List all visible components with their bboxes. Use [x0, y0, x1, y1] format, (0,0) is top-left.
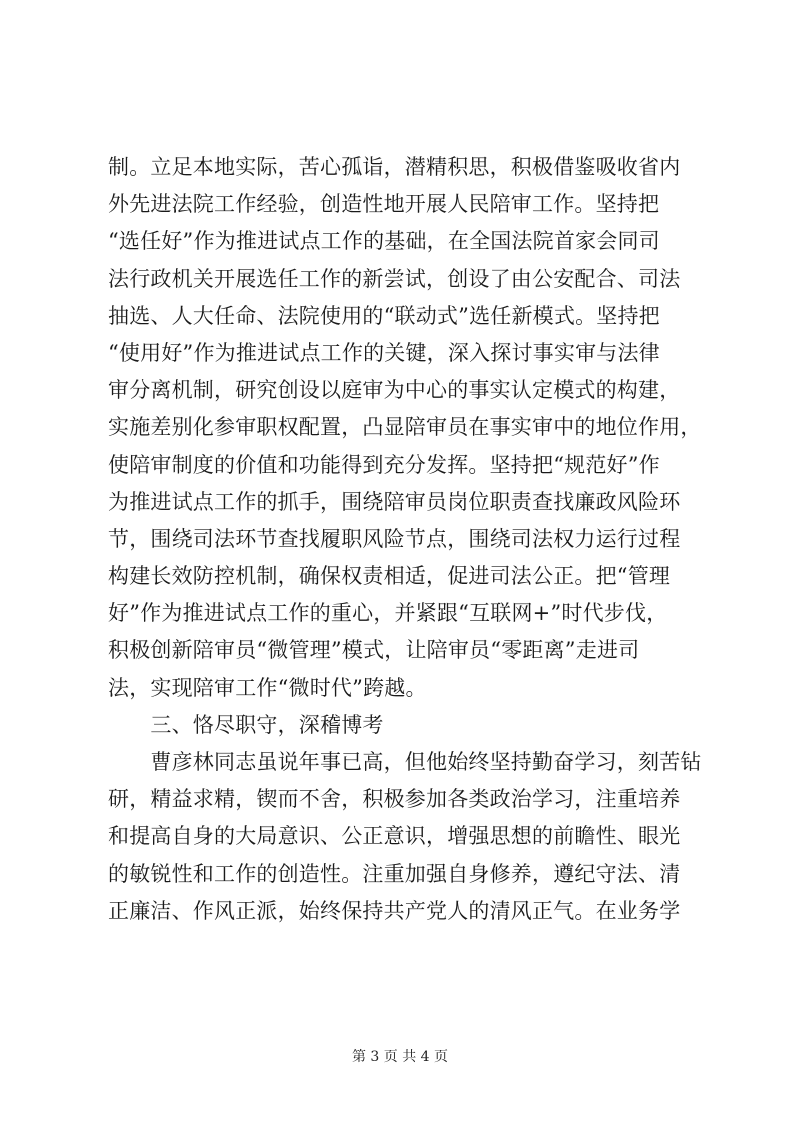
section-heading: 三、恪尽职守，深稽博考 [108, 712, 384, 737]
text-line: “选任好”作为推进试点工作的基础，在全国法院首家会同司 [108, 229, 660, 254]
text-line: 制。立足本地实际，苦心孤诣，潜精积思，积极借鉴吸收省内 [108, 155, 681, 179]
text-line: 正廉洁、作风正派，始终保持共产党人的清风正气。在业务学 [108, 898, 681, 923]
text-line: 的敏锐性和工作的创造性。注重加强自身修养，遵纪守法、清 [108, 861, 681, 886]
text-line: 法，实现陪审工作“微时代”跨越。 [108, 675, 427, 700]
text-line: 法行政机关开展选任工作的新尝试，创设了由公安配合、司法 [108, 266, 681, 291]
text-line: 抽选、人大任命、法院使用的“联动式”选任新模式。坚持把 [108, 303, 660, 328]
body-text [108, 149, 708, 930]
text-line: 好”作为推进试点工作的重心，并紧跟“互联网+”时代步伐， [108, 601, 668, 626]
text-line: 实施差别化参审职权配置，凸显陪审员在事实审中的地位作用， [108, 415, 702, 440]
text-line: 外先进法院工作经验，创造性地开展人民陪审工作。坚持把 [108, 192, 660, 217]
text-line: 研，精益求精，锲而不舍，积极参加各类政治学习，注重培养 [108, 787, 681, 812]
text-line: 曹彦林同志虽说年事已高，但他始终坚持勤奋学习，刻苦钻 [108, 750, 702, 774]
page-number-footer: 第 3 页 共 4 页 [351, 1049, 449, 1065]
text-line: 使陪审制度的价值和功能得到充分发挥。坚持把“规范好”作 [108, 452, 660, 477]
text-line: 为推进试点工作的抓手，围绕陪审员岗位职责查找廉政风险环 [108, 489, 681, 514]
text-line: 节，围绕司法环节查找履职风险节点，围绕司法权力运行过程 [108, 526, 681, 551]
text-line: “使用好”作为推进试点工作的关键，深入探讨事实审与法律 [108, 340, 660, 365]
text-line: 审分离机制，研究创设以庭审为中心的事实认定模式的构建， [108, 378, 681, 403]
text-line: 构建长效防控机制，确保权责相适，促进司法公正。把“管理 [108, 564, 671, 589]
text-line: 积极创新陪审员“微管理”模式，让陪审员“零距离”走进司 [108, 638, 640, 663]
text-line: 和提高自身的大局意识、公正意识，增强思想的前瞻性、眼光 [108, 824, 681, 849]
